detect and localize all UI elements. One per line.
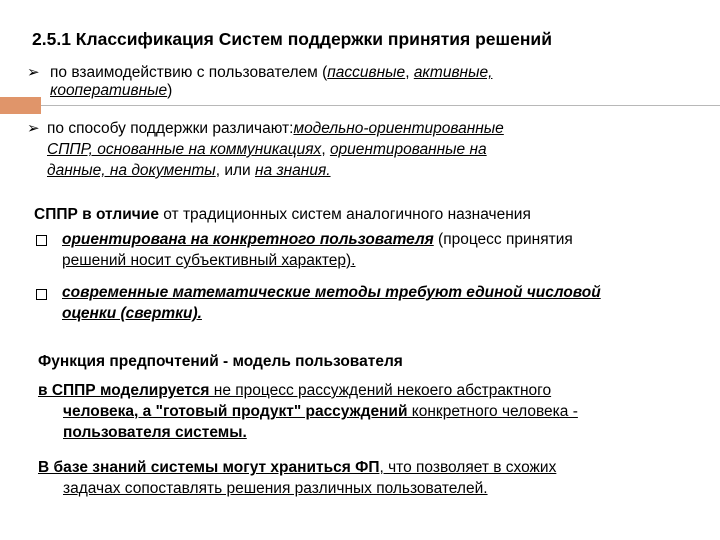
slide-title: 2.5.1 Классификация Систем поддержки принятия решений	[32, 29, 552, 49]
arrow-bullet-icon: ➢	[27, 64, 40, 81]
modeling-line1: в СППР моделируется не процесс рассуждений некоего абстрактного	[38, 382, 552, 399]
square-bullet-icon	[36, 235, 47, 246]
divider-line	[41, 105, 720, 106]
preference-function-heading: Функция предпочтений - модель пользователя	[38, 353, 403, 370]
modeling-line2: человека, а "готовый продукт" рассуждений конкретного человека -	[63, 403, 578, 420]
modeling-line3: пользователя системы.	[63, 424, 247, 441]
knowledge-base-line2: задачах сопоставлять решения различных пользователей.	[63, 480, 488, 497]
knowledge-base-line1: В базе знаний системы могут храниться ФП, что позволяет в схожих	[38, 459, 557, 476]
accent-block	[0, 97, 41, 114]
item-user-oriented-line1: ориентирована на конкретного пользователя (процесс принятия	[62, 231, 573, 248]
item-user-oriented-line2: решений носит субъективный характер).	[62, 252, 356, 269]
item-math-methods-line1: современные математические методы требуют единой числовой	[62, 284, 601, 301]
square-bullet-icon	[36, 289, 47, 300]
item-math-methods-line2: оценки (свертки).	[62, 305, 202, 322]
bullet-method-line2: СППР, основанные на коммуникациях, ориентированные на	[47, 141, 487, 158]
bullet-interaction-line1: по взаимодействию с пользователем (пассивные, активные,	[50, 64, 493, 81]
bullet-method-line3: данные, на документы, или на знания.	[47, 162, 331, 179]
arrow-bullet-icon: ➢	[27, 120, 40, 137]
bullet-method-line1: по способу поддержки различают:модельно-ориентированные	[47, 120, 504, 137]
sppr-intro: СППР в отличие от традиционных систем аналогичного назначения	[34, 206, 531, 223]
bullet-interaction-line2: кооперативные)	[50, 82, 173, 99]
